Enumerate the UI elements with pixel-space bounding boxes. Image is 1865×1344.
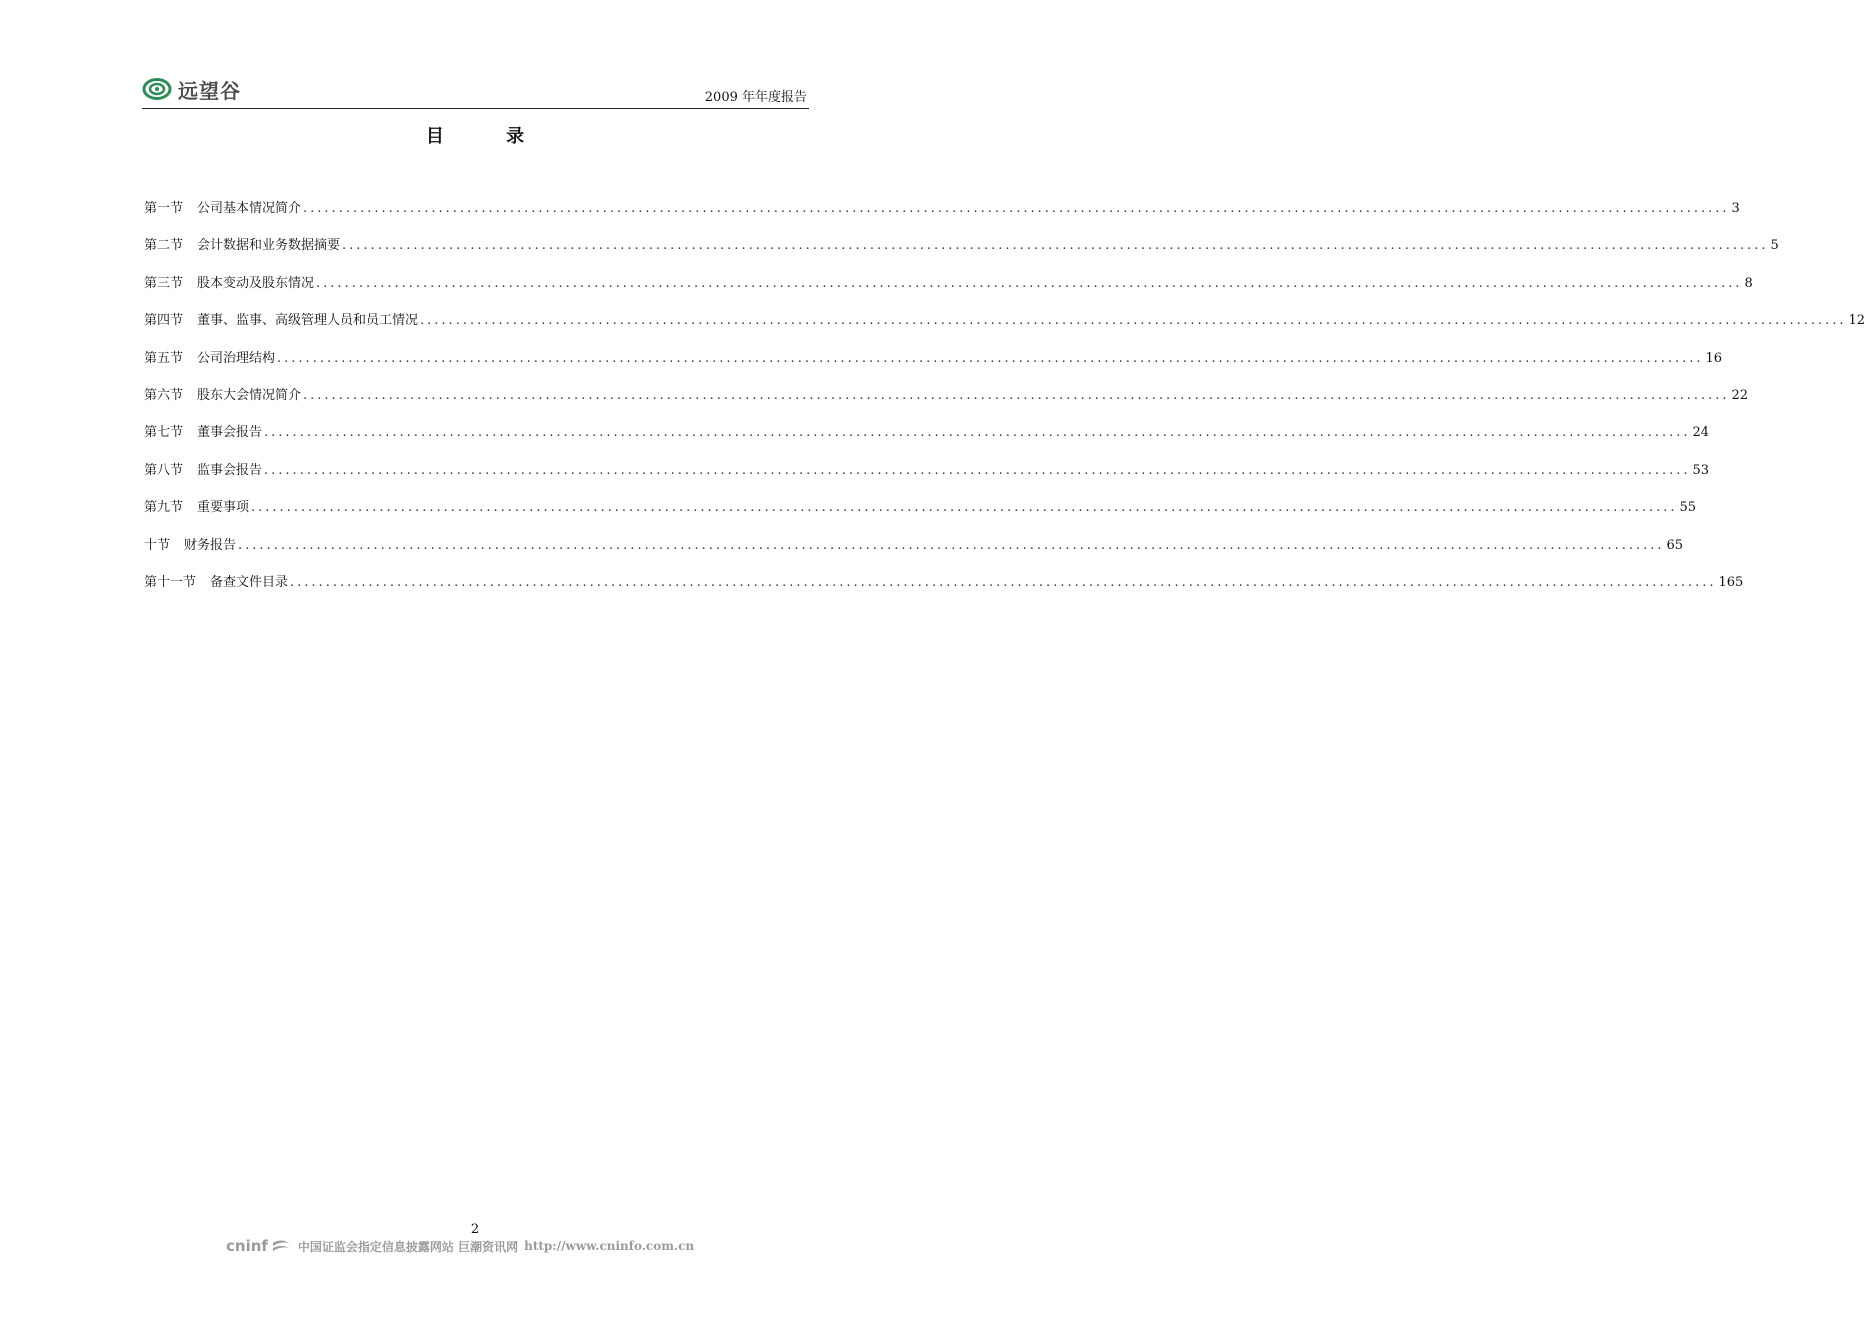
toc-page-number: 165	[1718, 574, 1744, 590]
toc-leader-dots: ........................................................................................................................................................................................................	[316, 275, 1743, 291]
toc-entry[interactable]	[144, 537, 1684, 574]
toc-section-name: 会计数据和业务数据摘要	[197, 238, 341, 254]
company-logo-icon	[142, 78, 172, 100]
toc-section-name: 监事会报告	[197, 462, 263, 478]
toc-entry[interactable]	[144, 275, 1753, 312]
toc-section-number: 第六节	[144, 387, 184, 403]
toc-page-number: 3	[1731, 201, 1740, 216]
toc-section-number: 第五节	[144, 350, 184, 366]
toc-entry[interactable]	[144, 312, 1865, 349]
toc-section-name: 公司基本情况简介	[197, 201, 302, 216]
toc-section-number: 第三节	[144, 275, 184, 291]
toc-section-name: 董事会报告	[197, 425, 263, 441]
toc-page-number: 12	[1848, 313, 1865, 329]
toc-page-number: 8	[1744, 275, 1753, 291]
toc-entry[interactable]	[144, 200, 1740, 237]
toc-entry[interactable]	[144, 424, 1710, 461]
toc-leader-dots: ........................................................................................................................................................................................................	[264, 425, 1691, 441]
toc-page-number: 55	[1679, 500, 1697, 516]
toc-section-name: 备查文件目录	[210, 574, 289, 590]
toc-leader-dots: ........................................................................................................................................................................................................	[303, 387, 1730, 403]
toc-page-number: 5	[1770, 238, 1779, 254]
toc-leader-dots: ........................................................................................................................................................................................................	[277, 350, 1704, 366]
company-logo	[142, 76, 241, 102]
table-of-contents	[144, 200, 1865, 611]
toc-section-name: 公司治理结构	[197, 350, 276, 366]
toc-page-number: 65	[1666, 537, 1684, 553]
toc-page-number: 24	[1692, 425, 1710, 441]
toc-page-number: 22	[1731, 387, 1749, 403]
cninfo-logo-icon	[270, 1238, 292, 1254]
page-title: 目 录	[425, 126, 553, 147]
toc-section-name: 重要事项	[197, 500, 250, 516]
footer-site-name: 中国证监会指定信息披露网站 巨潮资讯网	[297, 1239, 519, 1254]
footer-brand-logo: cninf	[226, 1237, 268, 1255]
page-number: 2	[470, 1222, 480, 1237]
toc-section-number: 十节	[144, 537, 171, 553]
toc-section-number: 第一节	[144, 201, 184, 216]
toc-leader-dots: ........................................................................................................................................................................................................	[342, 238, 1769, 254]
toc-section-name: 财务报告	[184, 537, 237, 553]
page-footer	[226, 1236, 694, 1256]
company-logo-text: 远望谷	[178, 78, 241, 103]
toc-entry[interactable]	[144, 499, 1697, 536]
toc-leader-dots: ........................................................................................................................................................................................................	[238, 537, 1665, 553]
toc-entry[interactable]	[144, 237, 1779, 274]
toc-section-number: 第九节	[144, 500, 184, 516]
toc-leader-dots: ........................................................................................................................................................................................................	[420, 313, 1847, 329]
toc-leader-dots: ........................................................................................................................................................................................................	[290, 574, 1717, 590]
toc-section-number: 第八节	[144, 462, 184, 478]
toc-section-name: 股本变动及股东情况	[197, 275, 315, 291]
page-header	[142, 72, 809, 109]
toc-page-number: 16	[1705, 350, 1723, 366]
toc-page-number: 53	[1692, 462, 1710, 478]
toc-entry[interactable]	[144, 387, 1749, 424]
footer-url-link[interactable]: http://www.cninfo.com.cn	[524, 1239, 695, 1253]
toc-entry[interactable]	[144, 350, 1723, 387]
toc-leader-dots: ........................................................................................................................................................................................................	[264, 462, 1691, 478]
toc-leader-dots: ........................................................................................................................................................................................................	[251, 500, 1678, 516]
toc-entry[interactable]	[144, 574, 1744, 611]
toc-section-number: 第四节	[144, 313, 184, 329]
toc-leader-dots: ........................................................................................................................................................................................................	[303, 201, 1730, 216]
toc-section-number: 第二节	[144, 238, 184, 254]
toc-section-number: 第七节	[144, 425, 184, 441]
report-label: 2009 年年度报告	[704, 90, 807, 105]
toc-section-number: 第十一节	[144, 574, 197, 590]
toc-entry[interactable]	[144, 462, 1710, 499]
toc-section-name: 股东大会情况简介	[197, 387, 302, 403]
toc-section-name: 董事、监事、高级管理人员和员工情况	[197, 313, 419, 329]
